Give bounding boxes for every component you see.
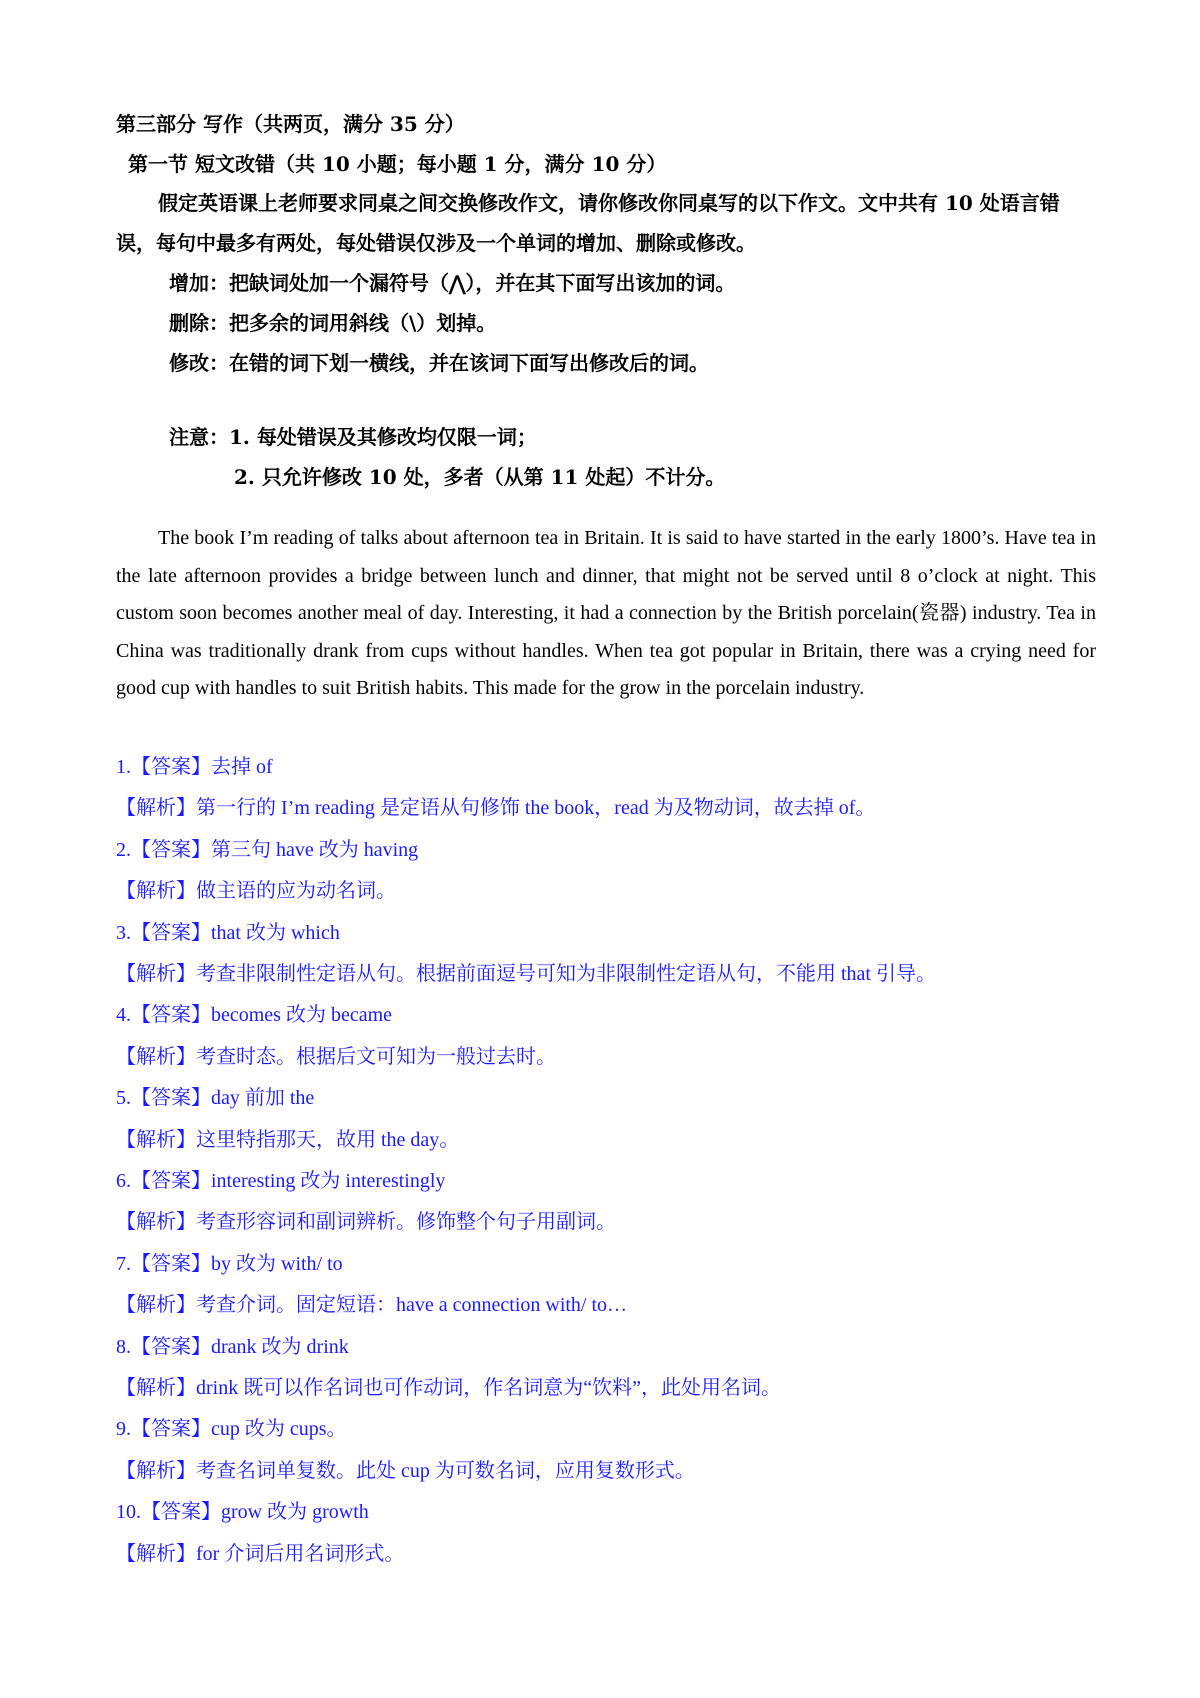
part-title: 第三部分 写作（共两页，满分 35 分） <box>116 112 465 136</box>
answer-item: 2.【答案】第三句 have 改为 having <box>116 838 419 861</box>
essay-passage: The book I’m reading of talks about afternoon tea in Britain. It is said to have started in the early 1800’s. Have tea in the late afternoon provides a bridge between lunch and dinner, that might not be served until 8 o’clock at night. This custom soon becomes another meal of day. Interesting, it had a connection by the British porcelain(瓷器) industry. Tea in China was traditionally drank from cups without handles. When tea got popular in Britain, there was a crying need for good cup with handles to suit British habits. This made for the grow in the porcelain industry. <box>116 527 1096 700</box>
answer-item: 6.【答案】interesting 改为 interestingly <box>116 1170 446 1192</box>
analysis-item: 【解析】做主语的应为动名词。 <box>116 880 396 903</box>
add-rule: 增加：把缺词处加一个漏符号（⋀），并在其下面写出该加的词。 <box>169 271 736 295</box>
instructions-intro-line2: 误，每句中最多有两处，每处错误仅涉及一个单词的增加、删除或修改。 <box>116 231 756 255</box>
answer-item: 3.【答案】that 改为 which <box>116 921 340 944</box>
answer-item: 8.【答案】drank 改为 drink <box>116 1335 349 1358</box>
analysis-item: 【解析】for 介词后用名词形式。 <box>116 1542 405 1565</box>
analysis-item: 【解析】考查形容词和副词辨析。修饰整个句子用副词。 <box>116 1211 616 1234</box>
answer-item: 5.【答案】day 前加 the <box>116 1087 315 1110</box>
analysis-item: 【解析】考查介词。固定短语：have a connection with/ to… <box>116 1294 628 1317</box>
note-1: 注意：1. 每处错误及其修改均仅限一词； <box>169 425 537 449</box>
analysis-item: 【解析】考查非限制性定语从句。根据前面逗号可知为非限制性定语从句，不能用 that 引导。 <box>116 963 936 985</box>
analysis-item: 【解析】第一行的 I’m reading 是定语从句修饰 the book，read 为及物动词，故去掉 of。 <box>116 797 876 820</box>
answer-item: 7.【答案】by 改为 with/ to <box>116 1252 343 1275</box>
answer-item: 10.【答案】grow 改为 growth <box>116 1501 369 1524</box>
answer-item: 1.【答案】去掉 of <box>116 756 273 778</box>
instructions-intro-line1: 假定英语课上老师要求同桌之间交换修改作文，请你修改你同桌写的以下作文。文中共有 10 处语言错 <box>158 191 1060 215</box>
analysis-item: 【解析】考查名词单复数。此处 cup 为可数名词，应用复数形式。 <box>116 1459 695 1482</box>
delete-rule: 删除：把多余的词用斜线（\）划掉。 <box>169 311 497 335</box>
answer-item: 4.【答案】becomes 改为 became <box>116 1004 393 1027</box>
analysis-item: 【解析】考查时态。根据后文可知为一般过去时。 <box>116 1045 556 1068</box>
analysis-item: 【解析】这里特指那天，故用 the day。 <box>116 1128 460 1151</box>
note-2: 2. 只允许修改 10 处，多者（从第 11 处起）不计分。 <box>234 465 726 489</box>
section-title: 第一节 短文改错（共 10 小题；每小题 1 分，满分 10 分） <box>128 152 667 176</box>
modify-rule: 修改：在错的词下划一横线，并在该词下面写出修改后的词。 <box>169 351 709 375</box>
answer-item: 9.【答案】cup 改为 cups。 <box>116 1418 347 1441</box>
analysis-item: 【解析】drink 既可以作名词也可作动词，作名词意为“饮料”，此处用名词。 <box>116 1377 781 1399</box>
